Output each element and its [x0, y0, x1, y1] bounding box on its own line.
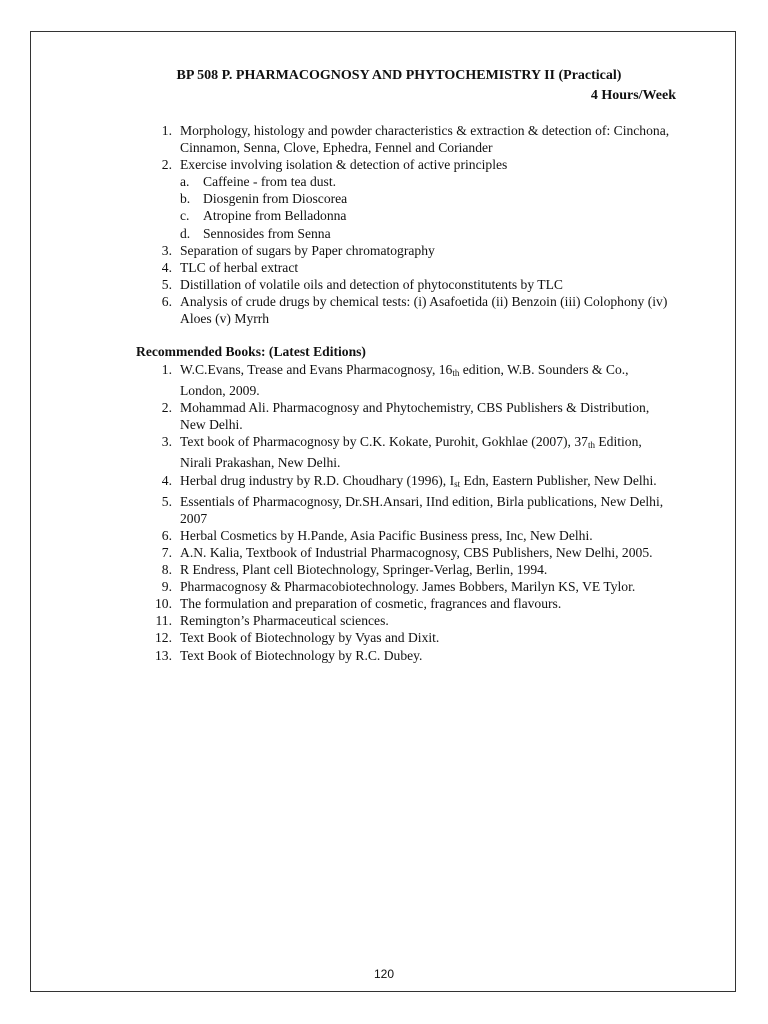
isolation-sublist	[180, 173, 675, 241]
list-item: 2. Exercise involving isolation & detection of active principles a. Caffeine - from tea dust. b. Diosgenin from Dioscorea c. Atropine from Belladonna d. Sennosides from Senna	[150, 156, 675, 241]
recommended-books-heading: Recommended Books: (Latest Editions)	[136, 344, 366, 359]
book-item: 11. Remington’s Pharmaceutical sciences.	[155, 613, 389, 629]
list-item: 3. Separation of sugars by Paper chromatography	[161, 242, 435, 258]
list-item: 4. TLC of herbal extract	[161, 259, 299, 275]
page-title: BP 508 P. PHARMACOGNOSY AND PHYTOCHEMISTRY II (Practical)	[176, 68, 622, 83]
book-item: 13. Text Book of Biotechnology by R.C. Dubey.	[155, 647, 423, 663]
book-item: 4. Herbal drug industry by R.D. Choudhary (1996), $I_{st}$ Edn, Eastern Publisher, New Delhi.	[161, 472, 657, 489]
sub-list-item: a. Caffeine - from tea dust.	[180, 174, 336, 190]
book-item: 1. W.C.Evans, Trease and Evans Pharmacognosy, $16_{th}$ edition, W.B. Sounders & Co., London, 2009.	[161, 362, 629, 399]
practical-list	[150, 122, 675, 327]
book-item: 7. A.N. Kalia, Textbook of Industrial Pharmacognosy, CBS Publishers, New Delhi, 2005.	[161, 544, 653, 560]
book-item: 8. R Endress, Plant cell Biotechnology, Springer-Verlag, Berlin, 1994.	[161, 562, 548, 578]
book-item: 2. Mohammad Ali. Pharmacognosy and Phytochemistry, CBS Publishers & Distribution, New Delhi.	[161, 400, 650, 433]
sub-list-item: b. Diosgenin from Dioscorea	[180, 191, 348, 207]
sub-list-item: d. Sennosides from Senna	[180, 225, 331, 241]
book-item: 3. Text book of Pharmacognosy by C.K. Kokate, Purohit, Gokhlae (2007), $37_{th}$ Edition, Nirali Prakashan, New Delhi.	[161, 434, 642, 471]
book-item: 6. Herbal Cosmetics by H.Pande, Asia Pacific Business press, Inc, New Delhi.	[161, 527, 593, 543]
page-number: 120	[373, 967, 395, 981]
hours-per-week: 4 Hours/Week	[590, 88, 676, 103]
list-item: 5. Distillation of volatile oils and detection of phytoconstitutents by TLC	[161, 276, 563, 292]
book-item: 12. Text Book of Biotechnology by Vyas and Dixit.	[155, 630, 440, 646]
book-item: 9. Pharmacognosy & Pharmacobiotechnology. James Bobbers, Marilyn KS, VE Tylor.	[161, 579, 636, 595]
list-item: 1. Morphology, histology and powder characteristics & extraction & detection of: Cinchona, Cinnamon, Senna, Clove, Ephedra, Fennel and Coriander	[161, 123, 670, 156]
book-item: 10. The formulation and preparation of cosmetic, fragrances and flavours.	[155, 596, 562, 612]
sub-list-item: c. Atropine from Belladonna	[180, 208, 347, 224]
books-list	[150, 361, 675, 664]
book-item: 5. Essentials of Pharmacognosy, Dr.SH.Ansari, IInd edition, Birla publications, New Delhi, 2007	[161, 493, 664, 526]
list-item: 6. Analysis of crude drugs by chemical tests: (i) Asafoetida (ii) Benzoin (iii) Colophony (iv) Aloes (v) Myrrh	[161, 293, 668, 327]
